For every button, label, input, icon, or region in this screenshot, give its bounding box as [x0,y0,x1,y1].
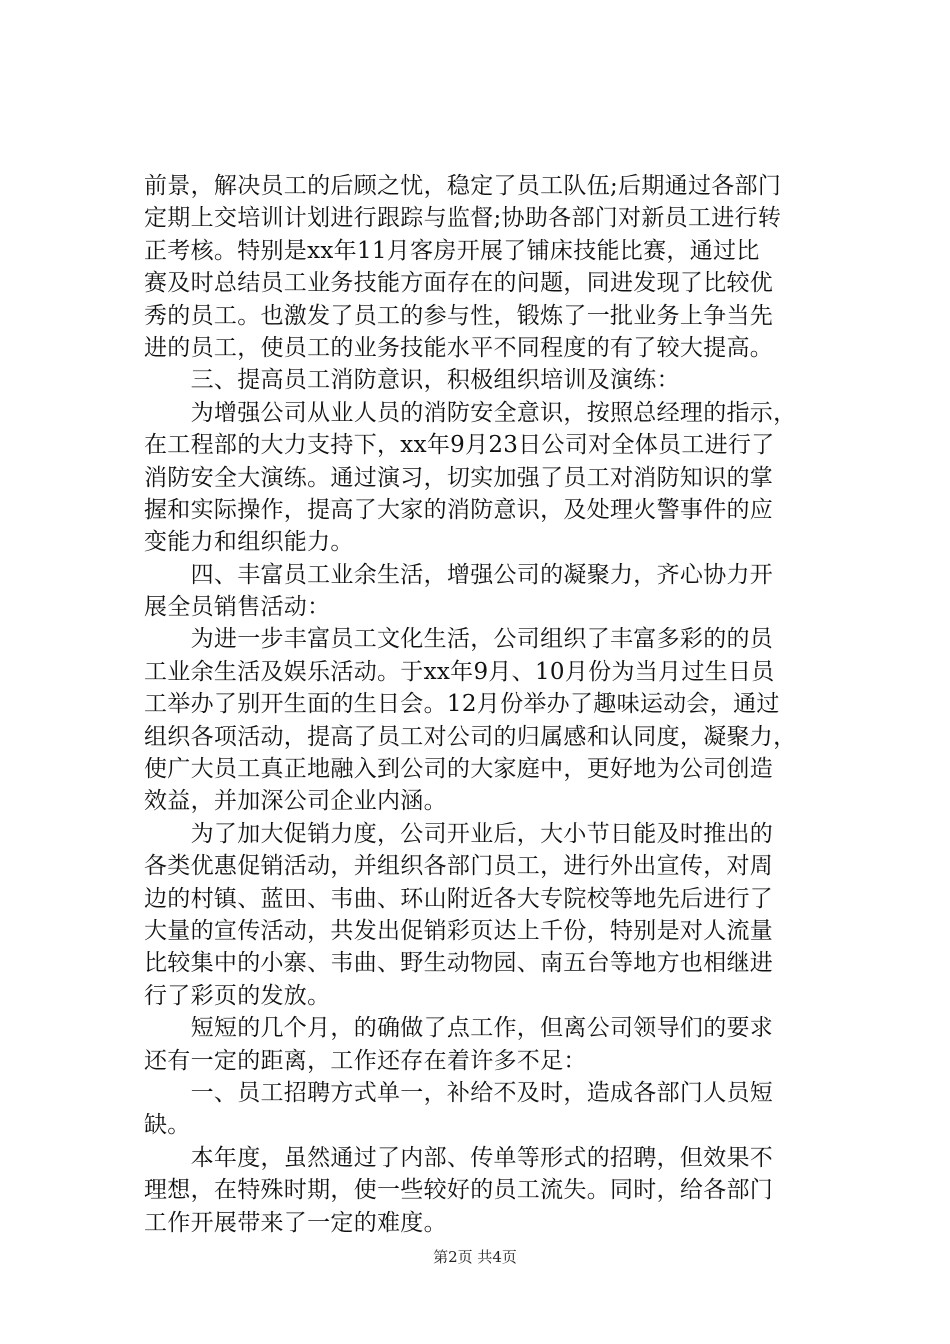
text-line: 各类优惠促销活动，并组织各部门员工，进行外出宣传，对周 [144,853,774,880]
text-line: 秀的员工。也激发了员工的参与性，锻炼了一批业务上争当先 [144,302,774,329]
text-line: 消防安全大演练。通过演习，切实加强了员工对消防知识的掌 [144,464,774,491]
text-line: 为进一步丰富员工文化生活，公司组织了丰富多彩的的员 [144,626,774,653]
text-line: 工作开展带来了一定的难度。 [144,1209,447,1236]
section-heading: 一、员工招聘方式单一，补给不及时，造成各部门人员短 [144,1079,774,1106]
text-line: 大量的宣传活动，共发出促销彩页达上千份，特别是对人流量 [144,917,774,944]
section-heading: 缺。 [144,1112,191,1139]
text-line: 定期上交培训计划进行跟踪与监督;协助各部门对新员工进行转 [144,205,782,232]
text-line: 前景，解决员工的后顾之忧，稳定了员工队伍;后期通过各部门 [144,173,782,199]
text-line: 工举办了别开生面的生日会。12月份举办了趣味运动会，通过 [144,691,780,718]
text-line: 组织各项活动，提高了员工对公司的归属感和认同度，凝聚力， [144,723,797,750]
text-line: 短短的几个月，的确做了点工作，但离公司领导们的要求 [144,1015,774,1042]
document-body [144,170,844,1239]
text-line: 使广大员工真正地融入到公司的大家庭中，更好地为公司创造 [144,756,774,783]
section-heading: 三、提高员工消防意识，积极组织培训及演练： [144,367,680,394]
text-line: 变能力和组织能力。 [144,529,354,556]
text-line: 比较集中的小寨、韦曲、野生动物园、南五台等地方也相继进 [144,950,774,977]
text-line: 行了彩页的发放。 [144,982,331,1009]
text-line: 在工程部的大力支持下，xx年9月23日公司对全体员工进行了 [144,432,775,459]
text-line: 握和实际操作，提高了大家的消防意识，及处理火警事件的应 [144,496,774,523]
text-line: 效益，并加深公司企业内涵。 [144,788,447,815]
text-line: 边的村镇、蓝田、韦曲、环山附近各大专院校等地先后进行了 [144,885,774,912]
text-line: 本年度，虽然通过了内部、传单等形式的招聘，但效果不 [144,1144,774,1171]
text-line: 正考核。特别是xx年11月客房开展了铺床技能比赛，通过比 [144,237,760,264]
text-line: 赛及时总结员工业务技能方面存在的问题，同进发现了比较优 [144,270,774,297]
text-line: 为了加大促销力度，公司开业后，大小节日能及时推出的 [144,820,774,847]
text-line: 还有一定的距离，工作还存在着许多不足： [144,1047,587,1074]
text-line: 工业余生活及娱乐活动。于xx年9月、10月份为当月过生日员 [144,658,775,685]
section-heading: 四、丰富员工业余生活，增强公司的凝聚力，齐心协力开 [144,561,774,588]
section-heading: 展全员销售活动： [144,594,331,621]
text-line: 进的员工，使员工的业务技能水平不同程度的有了较大提高。 [144,334,774,361]
text-line: 为增强公司从业人员的消防安全意识，按照总经理的指示， [144,399,797,426]
text-line: 理想，在特殊时期，使一些较好的员工流失。同时，给各部门 [144,1177,774,1204]
page-number-footer: 第2页 共4页 [433,1248,517,1266]
